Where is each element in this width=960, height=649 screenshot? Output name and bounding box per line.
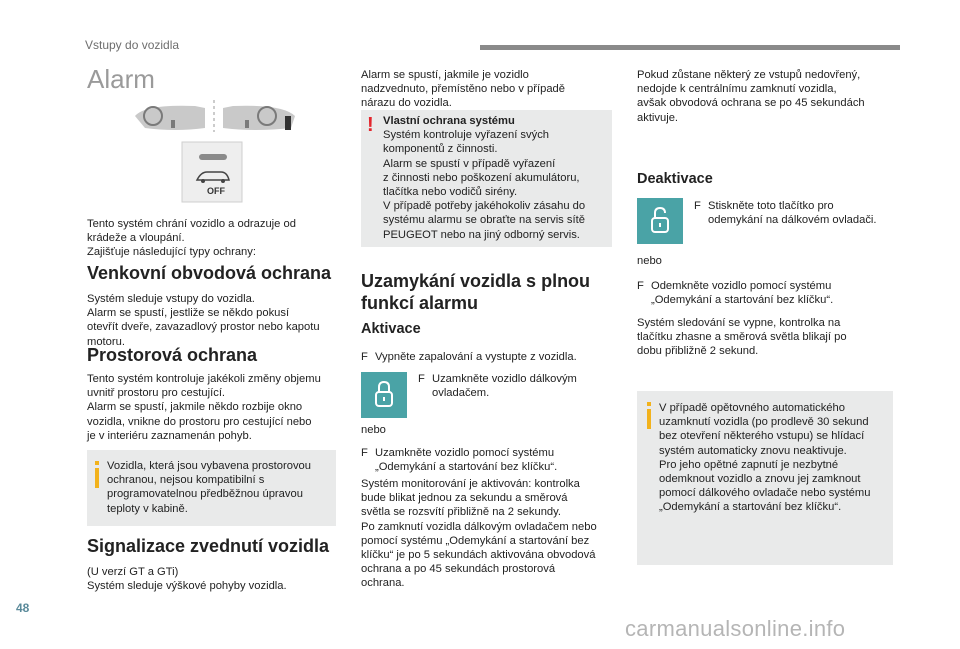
heading-deactivation: Deaktivace bbox=[637, 171, 713, 187]
deactivation-description: Systém sledování se vypne, kontrolka na tlačítku zhasne a směrová světla blikají po dobu přibližně 2 sekund. bbox=[637, 317, 847, 358]
info-box-compat: Vozidla, která jsou vybavena prostorovou ochranou, nejsou kompatibilní s programovatelnou předběžnou úpravou teploty v kabině. bbox=[87, 450, 336, 526]
watermark: carmanualsonline.info bbox=[625, 616, 846, 641]
warning-box: ! Vlastní ochrana systému Systém kontroluje vyřazení svých komponentů z činnosti. Alarm se spustí v případě vyřazení z činnosti nebo poškození akumulátoru, tlačítka nebo vodičů sirény. V případě potřeby jakéhokoliv zásahu do systému alarmu se obraťte na servis sítě PEUGEOT nebo na jiný odborný servis. bbox=[361, 110, 612, 247]
outer-protection-text: Systém sleduje vstupy do vozidla. Alarm se spustí, jestliže se někdo pokusí otevřít dveře, zavazadlový prostor nebo kapotu motoru. bbox=[87, 293, 320, 348]
warning-icon: ! bbox=[367, 114, 374, 136]
heading-space-protection: Prostorová ochrana bbox=[87, 345, 258, 365]
heading-activation: Aktivace bbox=[361, 321, 421, 337]
info-icon bbox=[647, 409, 651, 429]
intro-text: Tento systém chrání vozidlo a odrazuje od krádeže a vloupání. Zajišťuje následující typy ochrany: bbox=[87, 218, 296, 259]
activation-step-1: F Vypněte zapalování a vystupte z vozidla. bbox=[361, 351, 577, 363]
info-box-relock: V případě opětovného automatického uzamknutí vozidla (po prodlevě 30 sekund bez otevření některého vstupu) se hlídací systém automaticky znovu neaktivuje. Pro jeho opětné zapnutí je nezbytné odemknout vozidlo a znovu jej zamknout pomocí dálkového ovladače nebo systému „Odemykání a startování bez klíčku“. bbox=[637, 391, 893, 565]
space-protection-text: Tento systém kontroluje jakékoli změny objemu uvnitř prostoru pro cestující. Alarm se spustí, jakmile někdo rozbije okno vozidla, vnikne do prostoru pro cestující nebo je v interiéru zaznamenán pohyb. bbox=[87, 373, 321, 442]
section-label: Vstupy do vozidla bbox=[85, 38, 180, 52]
header-bar bbox=[480, 45, 900, 50]
heading-tilt: Signalizace zvednutí vozidla bbox=[87, 536, 330, 556]
or-text: nebo bbox=[361, 424, 386, 436]
page-number: 48 bbox=[16, 601, 30, 615]
deactivation-step-2: F Odemkněte vozidlo pomocí systému „Odemykání a startování bez klíčku“. bbox=[637, 280, 834, 307]
off-label: OFF bbox=[207, 186, 225, 196]
col3-intro: Pokud zůstane některý ze vstupů nedovřený, nedojde k centrálnímu zamknutí vozidla, avšak obvodová ochrana se po 45 sekundách aktivuje. bbox=[637, 69, 865, 124]
deactivation-step-1: F Stiskněte toto tlačítko pro odemykání na dálkovém ovladači. bbox=[694, 200, 877, 227]
page-title: Alarm bbox=[87, 64, 155, 94]
or-text: nebo bbox=[637, 255, 662, 267]
lock-button-icon bbox=[361, 372, 407, 418]
tilt-text: (U verzí GT a GTi) Systém sleduje výškové pohyby vozidla. bbox=[87, 566, 287, 593]
heading-outer-protection: Venkovní obvodová ochrana bbox=[87, 263, 332, 283]
info-icon bbox=[95, 468, 99, 488]
activation-step-2: F Uzamkněte vozidlo dálkovým ovladačem. bbox=[418, 373, 577, 400]
activation-description: Systém monitorování je aktivován: kontrolka bude blikat jednou za sekundu a směrová světla se rozsvítí přibližně na 2 sekundy. Po zamknutí vozidla dálkovým ovladačem nebo pomocí systému „Odemykání a startování bez klíčku“ je po 5 sekundách aktivována obvodová ochrana a po 45 sekundách prostorová ochrana. bbox=[361, 478, 597, 590]
activation-step-3: F Uzamkněte vozidlo pomocí systému „Odemykání a startování bez klíčku“. bbox=[361, 447, 558, 474]
unlock-button-icon bbox=[637, 198, 683, 244]
col2-intro: Alarm se spustí, jakmile je vozidlo nadzvednuto, přemístěno nebo v případě nárazu do vozidla. bbox=[361, 69, 566, 110]
heading-lock-alarm: Uzamykání vozidla s plnou funkcí alarmu bbox=[361, 271, 591, 313]
